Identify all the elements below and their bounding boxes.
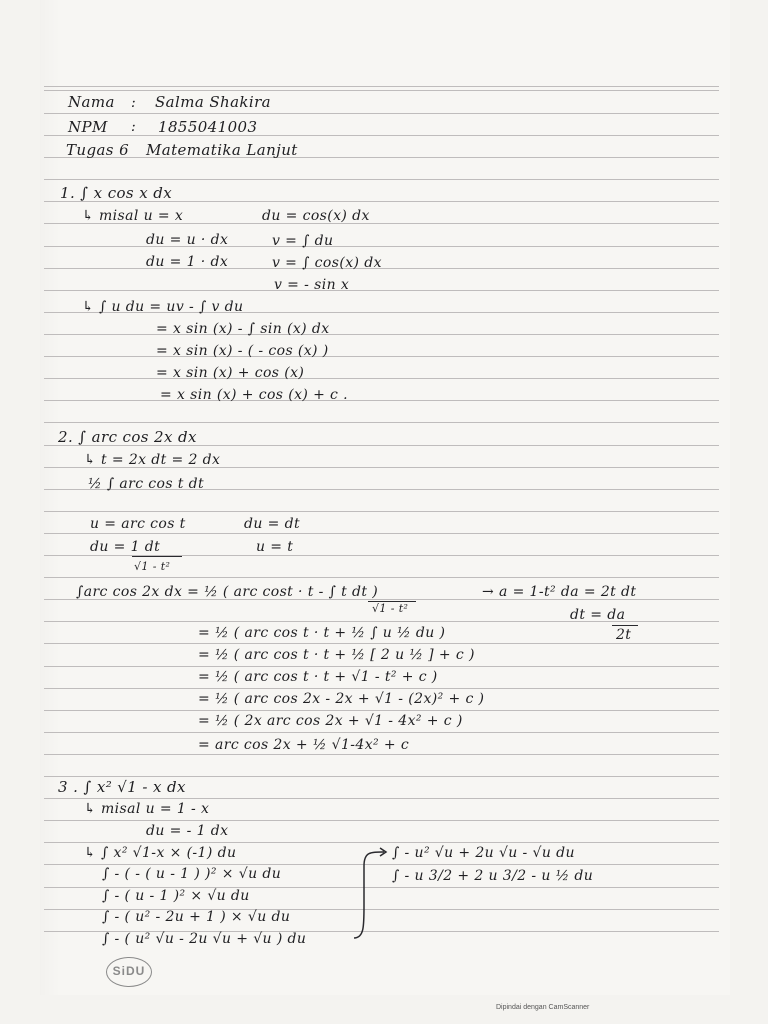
p2-fraction-bar-3 [612,625,638,626]
ruled-line [44,356,719,357]
p1-l3b: v = ∫ cos(x) dx [272,255,382,271]
p2-l11: = arc cos 2x + ½ √1-4x² + c [198,737,410,753]
p3-l4: ∫ - ( - ( u - 1 ) )² × √u du [102,866,282,882]
p2-l5-right: → a = 1-t² da = 2t dt [482,584,637,600]
ruled-line [44,135,719,136]
p3-l5: ∫ - ( u - 1 )² × √u du [102,888,250,904]
p3-r2: ∫ - u 3/2 + 2 u 3/2 - u ½ du [392,868,594,884]
p2-l4den: √1 - t² [134,560,171,573]
nama-value: Salma Shakira [155,93,272,111]
ruled-line [44,820,719,821]
p3-l3: ↳ ∫ x² √1-x × (-1) du [84,845,237,861]
nama-label: Nama [68,93,115,111]
p1-l1a: ↳ misal u = x [82,208,184,224]
p1-l9: = x sin (x) + cos (x) + c . [160,387,349,403]
scanner-footer: Dipindai dengan CamScanner [496,1004,590,1011]
p2-l4b: u = t [256,539,294,555]
p1-l6: = x sin (x) - ∫ sin (x) dx [156,321,330,337]
p2-fraction-bar-1 [132,556,182,557]
p2-l3a: u = arc cos t [90,516,186,532]
p2-l3b: du = dt [244,516,300,532]
ruled-line [44,577,719,578]
p3-title: 3 . ∫ x² √1 - x dx [58,778,186,796]
npm-label: NPM [68,118,108,136]
p2-l5den: √1 - t² [372,602,409,615]
ruled-line [44,378,719,379]
p2-l9: = ½ ( arc cos 2x - 2x + √1 - (2x)² + c ) [198,691,485,707]
p1-l5: ↳ ∫ u du = uv - ∫ v du [82,299,244,315]
p2-l4a: du = 1 dt [90,539,161,555]
p2-l5: ∫arc cos 2x dx = ½ ( arc cost · t - ∫ t dt ) [76,584,379,600]
p1-l8: = x sin (x) + cos (x) [156,365,305,381]
ruled-line [44,710,719,711]
p2-l5-right2: dt = da [570,607,626,623]
p3-l6: ∫ - ( u² - 2u + 1 ) × √u du [102,909,291,925]
ruled-line [44,86,719,87]
ruled-line [44,688,719,689]
connector-arrow [350,846,390,946]
ruled-line [44,179,719,180]
p2-l8: = ½ ( arc cos t · t + √1 - t² + c ) [198,669,438,685]
ruled-line [44,754,719,755]
p2-l1: ↳ t = 2x dt = 2 dx [84,452,221,468]
p3-l1: ↳ misal u = 1 - x [84,801,210,817]
npm-value: 1855041003 [158,118,258,136]
p2-l7: = ½ ( arc cos t · t + ½ [ 2 u ½ ] + c ) [198,647,475,663]
p1-l4: v = - sin x [274,277,350,293]
npm-separator: : [131,119,137,135]
p2-l6: = ½ ( arc cos t · t + ½ ∫ u ½ du ) [198,625,446,641]
ruled-line [44,511,719,512]
p1-l7: = x sin (x) - ( - cos (x) ) [156,343,329,359]
ruled-line [44,732,719,733]
ruled-line [44,290,719,291]
p1-l2a: du = u · dx [146,232,229,248]
p3-l2: du = - 1 dx [146,823,229,839]
ruled-line [44,842,719,843]
p1-title: 1. ∫ x cos x dx [60,184,173,202]
p3-r1: ∫ - u² √u + 2u √u - √u du [392,845,575,861]
ruled-line [44,666,719,667]
tugas-value: Matematika Lanjut [146,141,298,159]
p2-l2: ½ ∫ arc cos t dt [88,476,205,492]
p1-l2b: v = ∫ du [272,233,334,249]
ruled-line [44,400,719,401]
ruled-line [44,334,719,335]
sidu-logo-text: SiDU [112,964,146,978]
p2-title: 2. ∫ arc cos 2x dx [58,428,197,446]
p3-l7: ∫ - ( u² √u - 2u √u + √u ) du [102,931,307,947]
p2-l5-right3: 2t [616,627,632,643]
p1-l1b: du = cos(x) dx [262,208,370,224]
ruled-line [44,798,719,799]
ruled-line [44,643,719,644]
p2-l10: = ½ ( 2x arc cos 2x + √1 - 4x² + c ) [198,713,463,729]
p1-l3a: du = 1 · dx [146,254,229,270]
ruled-line [44,533,719,534]
tugas-label: Tugas 6 [66,141,130,159]
ruled-line [44,90,719,91]
ruled-line [44,113,719,114]
ruled-line [44,422,719,423]
ruled-line [44,776,719,777]
sidu-logo [106,957,152,987]
nama-separator: : [131,95,137,111]
